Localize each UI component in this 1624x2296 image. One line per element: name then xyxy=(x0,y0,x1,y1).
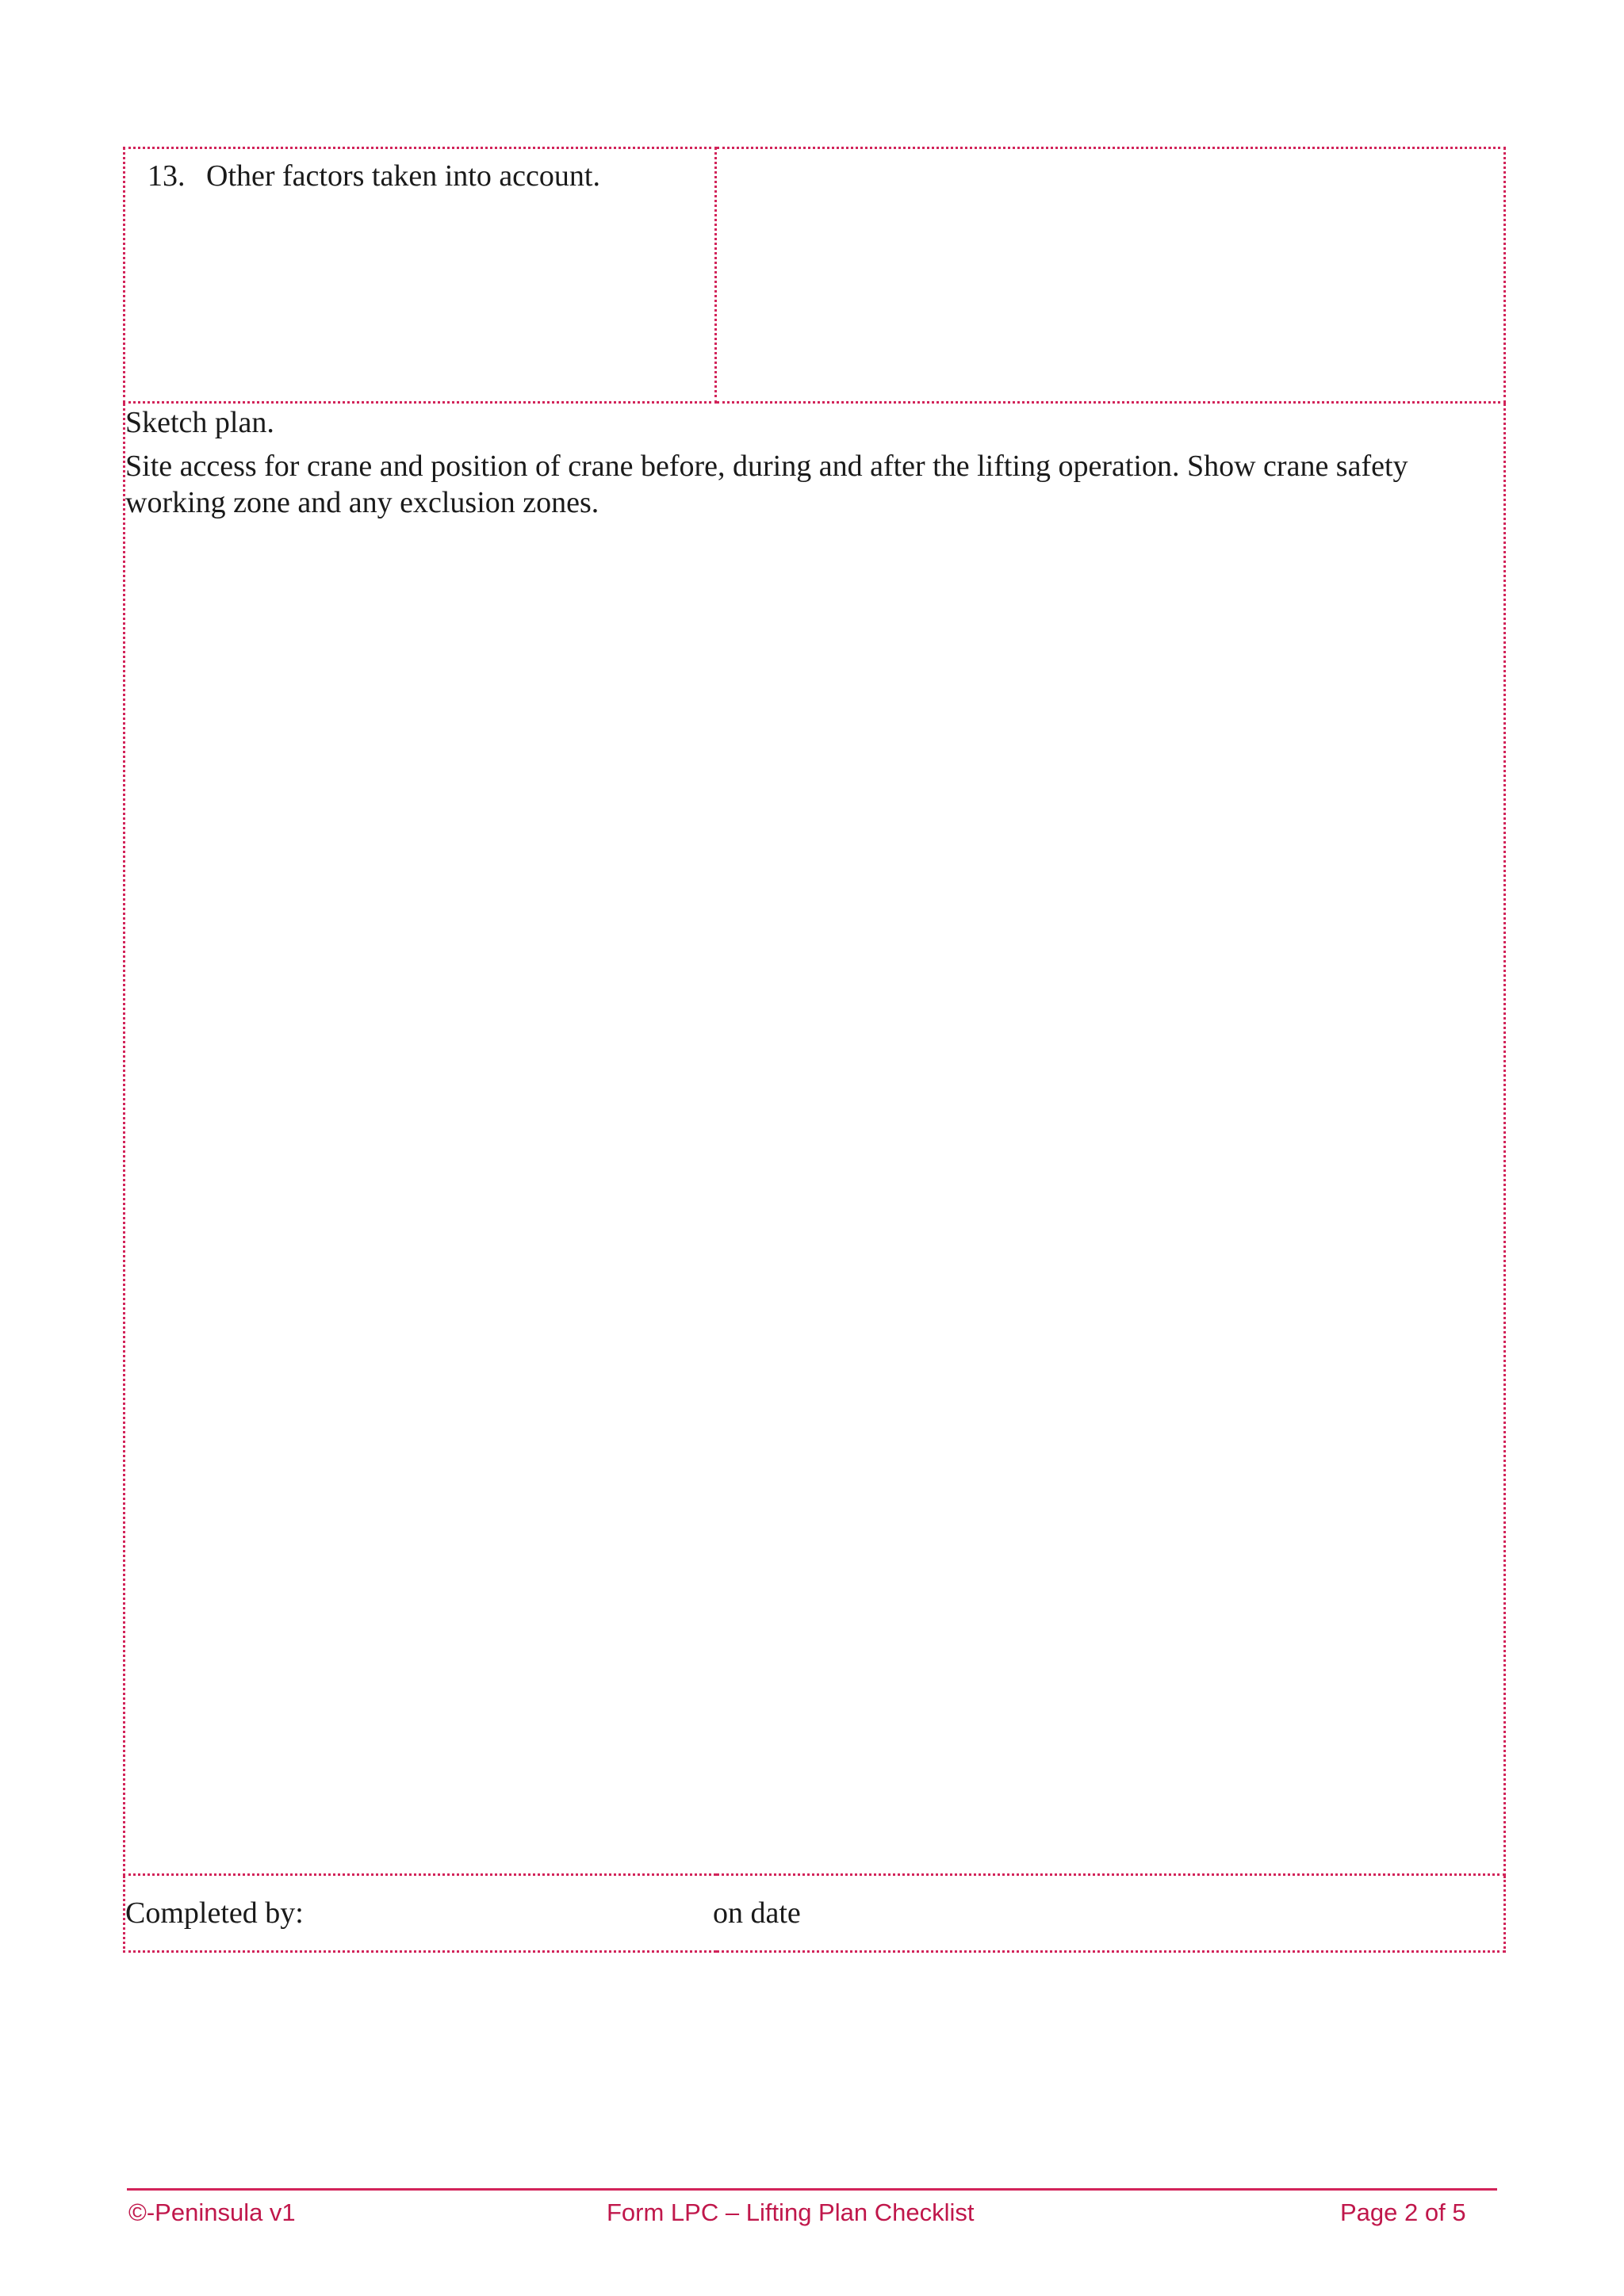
lifting-plan-form-table xyxy=(123,147,1506,1953)
completion-row xyxy=(124,1875,1505,1952)
item-13-number: 13. xyxy=(147,159,186,193)
sketch-plan-title: Sketch plan. xyxy=(125,406,274,439)
item-13-label: Other factors taken into account. xyxy=(206,159,600,193)
sketch-plan-row xyxy=(124,403,1505,1875)
item-13-answer-field[interactable] xyxy=(716,148,1505,403)
footer-copyright: ©-Peninsula v1 xyxy=(128,2198,296,2226)
footer-page-number: Page 2 of 5 xyxy=(1340,2198,1466,2226)
completed-by-label: Completed by: xyxy=(125,1896,304,1930)
page-footer xyxy=(127,2188,1497,2226)
item-13-label-cell xyxy=(124,148,716,403)
sketch-plan-description: Site access for crane and position of crane before, during and after the lifting operation. Show crane safety working zone and any exclusion zones. xyxy=(125,450,1408,519)
completion-cell[interactable] xyxy=(124,1875,1505,1952)
item-13-row xyxy=(124,148,1505,403)
footer-form-title: Form LPC – Lifting Plan Checklist xyxy=(607,2198,975,2226)
sketch-plan-area[interactable] xyxy=(124,403,1505,1875)
on-date-label: on date xyxy=(713,1896,801,1930)
